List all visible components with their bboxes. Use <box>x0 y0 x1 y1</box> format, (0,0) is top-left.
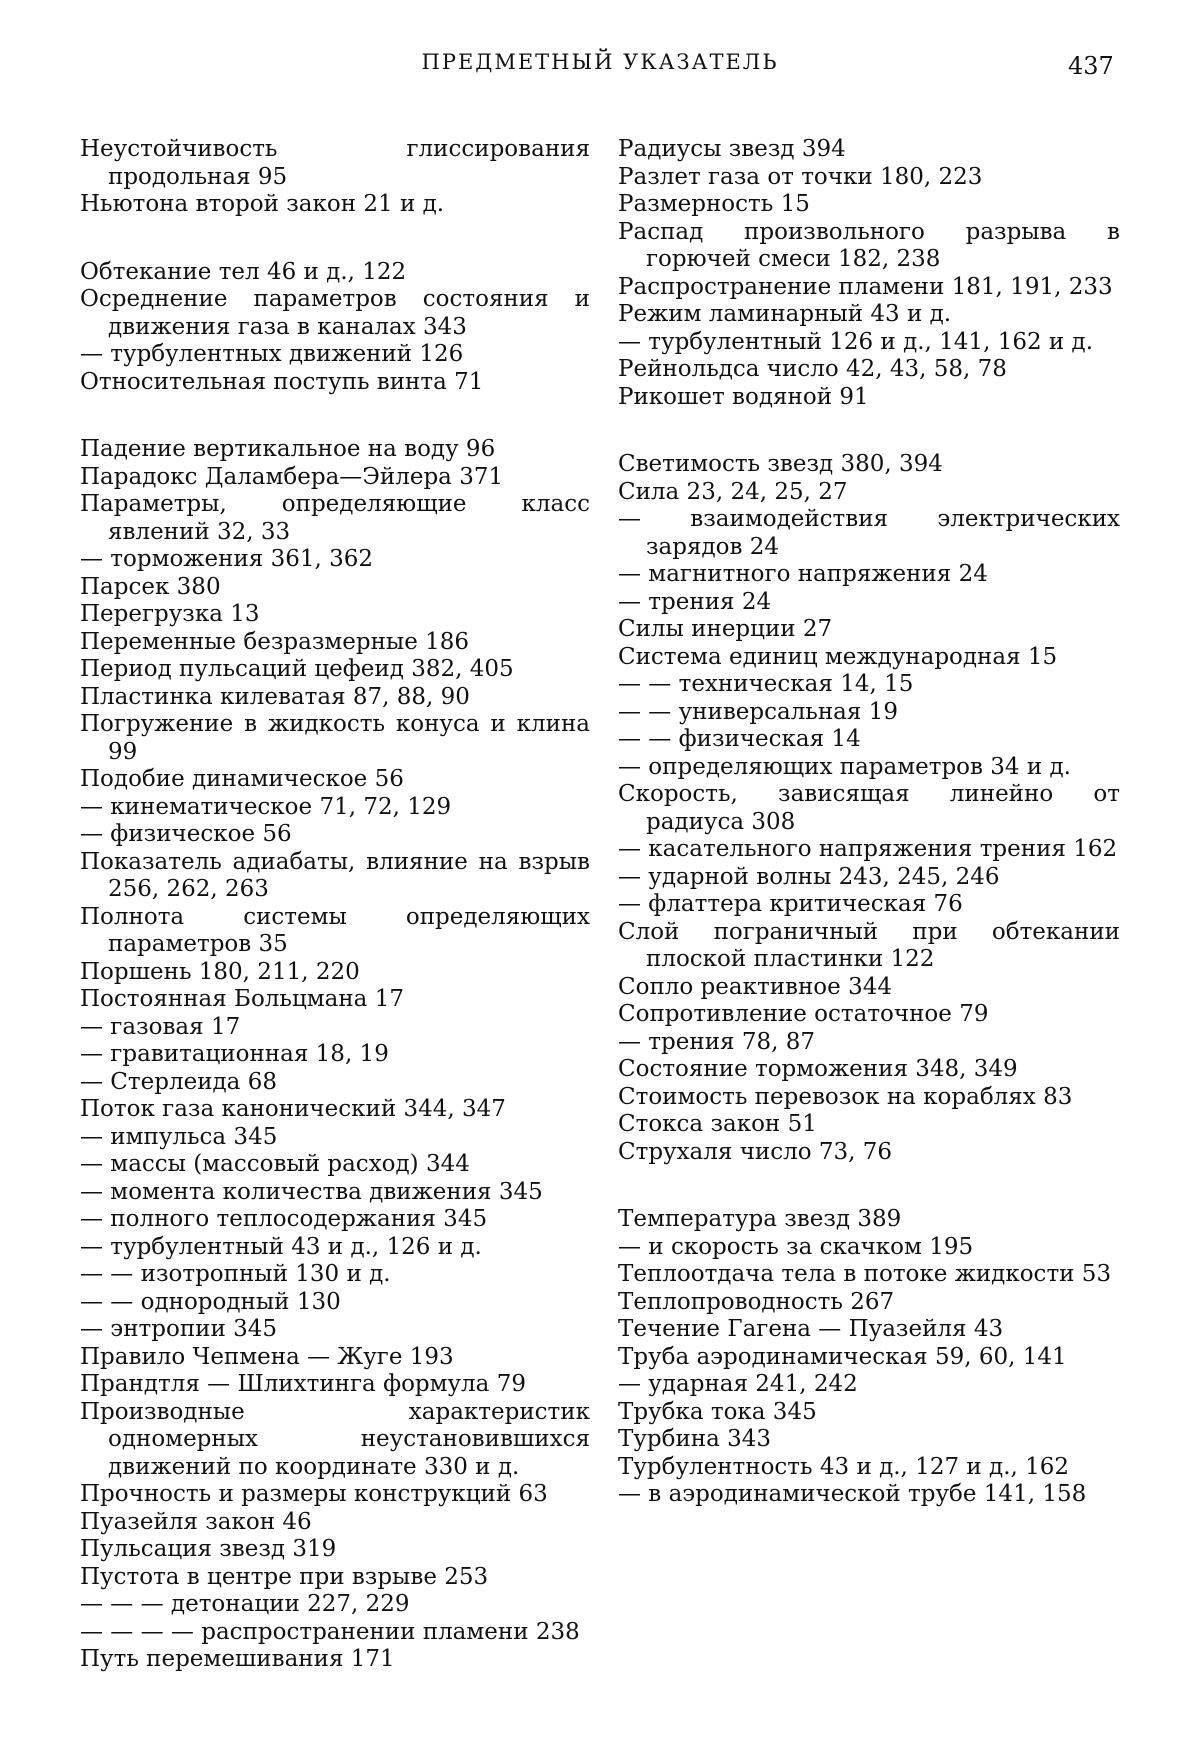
index-entry: Пуазейля закон 46 <box>80 1509 590 1537</box>
index-entry: — трения 78, 87 <box>618 1029 1120 1057</box>
index-entry: Турбулентность 43 и д., 127 и д., 162 <box>618 1454 1120 1482</box>
index-entry: — — физическая 14 <box>618 726 1120 754</box>
index-entry: Стокса закон 51 <box>618 1111 1120 1139</box>
index-entry: — — однородный 130 <box>80 1289 590 1317</box>
index-entry: Пульсация звезд 319 <box>80 1536 590 1564</box>
index-entry: Режим ламинарный 43 и д. <box>618 301 1120 329</box>
index-entry: Переменные безразмерные 186 <box>80 629 590 657</box>
index-entry: — торможения 361, 362 <box>80 546 590 574</box>
index-entry: Парсек 380 <box>80 574 590 602</box>
index-entry: Рейнольдса число 42, 43, 58, 78 <box>618 356 1120 384</box>
index-entry: Течение Гагена — Пуазейля 43 <box>618 1316 1120 1344</box>
index-entry: Слой пограничный при обтекании плоской пластинки 122 <box>618 919 1120 974</box>
index-entry: — Стерлеида 68 <box>80 1069 590 1097</box>
index-entry: Правило Чепмена — Жуге 193 <box>80 1344 590 1372</box>
index-entry: — в аэродинамической трубе 141, 158 <box>618 1481 1120 1509</box>
index-entry: — турбулентных движений 126 <box>80 341 590 369</box>
index-entry: Прандтля — Шлихтинга формула 79 <box>80 1371 590 1399</box>
index-entry: Пластинка килеватая 87, 88, 90 <box>80 684 590 712</box>
index-entry: Параметры, определяющие класс явлений 32, 33 <box>80 491 590 546</box>
index-entry: Сопротивление остаточное 79 <box>618 1001 1120 1029</box>
index-column-left <box>80 136 590 1674</box>
index-entry: Осреднение параметров состояния и движения газа в каналах 343 <box>80 286 590 341</box>
index-entry: Распад произвольного разрыва в горючей смеси 182, 238 <box>618 219 1120 274</box>
index-entry: Перегрузка 13 <box>80 601 590 629</box>
index-entry: — импульса 345 <box>80 1124 590 1152</box>
index-entry: Подобие динамическое 56 <box>80 766 590 794</box>
index-entry: Производные характеристик одномерных неустановившихся движений по координате 330 и д. <box>80 1399 590 1482</box>
index-entry: Распространение пламени 181, 191, 233 <box>618 274 1120 302</box>
letter-group-gap <box>618 411 1120 451</box>
index-entry: Труба аэродинамическая 59, 60, 141 <box>618 1344 1120 1372</box>
index-entry: — энтропии 345 <box>80 1316 590 1344</box>
index-entry: — момента количества движения 345 <box>80 1179 590 1207</box>
letter-group-gap <box>80 219 590 259</box>
index-entry: — массы (массовый расход) 344 <box>80 1151 590 1179</box>
index-entry: — физическое 56 <box>80 821 590 849</box>
index-entry: — — — детонации 227, 229 <box>80 1591 590 1619</box>
index-entry: Струхаля число 73, 76 <box>618 1139 1120 1167</box>
index-entry: Сопло реактивное 344 <box>618 974 1120 1002</box>
index-entry: Сила 23, 24, 25, 27 <box>618 479 1120 507</box>
index-entry: Стоимость перевозок на кораблях 83 <box>618 1084 1120 1112</box>
index-entry: — и скорость за скачком 195 <box>618 1234 1120 1262</box>
index-entry: — гравитационная 18, 19 <box>80 1041 590 1069</box>
index-entry: Теплоотдача тела в потоке жидкости 53 <box>618 1261 1120 1289</box>
index-entry: Температура звезд 389 <box>618 1206 1120 1234</box>
index-entry: — ударной волны 243, 245, 246 <box>618 864 1120 892</box>
index-entry: Прочность и размеры конструкций 63 <box>80 1481 590 1509</box>
letter-group-gap <box>618 1166 1120 1206</box>
index-entry: — — изотропный 130 и д. <box>80 1261 590 1289</box>
index-entry: Период пульсаций цефеид 382, 405 <box>80 656 590 684</box>
index-entry: Путь перемешивания 171 <box>80 1646 590 1674</box>
index-entry: Рикошет водяной 91 <box>618 384 1120 412</box>
index-entry: Турбина 343 <box>618 1426 1120 1454</box>
index-entry: — трения 24 <box>618 589 1120 617</box>
index-entry: — кинематическое 71, 72, 129 <box>80 794 590 822</box>
index-entry: Трубка тока 345 <box>618 1399 1120 1427</box>
index-entry: — взаимодействия электрических зарядов 24 <box>618 506 1120 561</box>
page-number: 437 <box>1068 52 1114 80</box>
index-entry: Силы инерции 27 <box>618 616 1120 644</box>
index-entry: Падение вертикальное на воду 96 <box>80 436 590 464</box>
index-entry: — турбулентный 126 и д., 141, 162 и д. <box>618 329 1120 357</box>
index-entry: Скорость, зависящая линейно от радиуса 308 <box>618 781 1120 836</box>
index-entry: — определяющих параметров 34 и д. <box>618 754 1120 782</box>
index-entry: — касательного напряжения трения 162 <box>618 836 1120 864</box>
index-entry: Постоянная Больцмана 17 <box>80 986 590 1014</box>
index-entry: Радиусы звезд 394 <box>618 136 1120 164</box>
index-entry: — — универсальная 19 <box>618 699 1120 727</box>
index-entry: — — — — распространении пламени 238 <box>80 1619 590 1647</box>
book-page <box>0 0 1200 1754</box>
index-entry: Погружение в жидкость конуса и клина 99 <box>80 711 590 766</box>
running-title: ПРЕДМЕТНЫЙ УКАЗАТЕЛЬ <box>380 50 820 74</box>
index-entry: Светимость звезд 380, 394 <box>618 451 1120 479</box>
index-entry: Обтекание тел 46 и д., 122 <box>80 259 590 287</box>
index-entry: Разлет газа от точки 180, 223 <box>618 164 1120 192</box>
index-entry: Размерность 15 <box>618 191 1120 219</box>
index-entry: Пустота в центре при взрыве 253 <box>80 1564 590 1592</box>
index-entry: Поршень 180, 211, 220 <box>80 959 590 987</box>
index-entry: Поток газа канонический 344, 347 <box>80 1096 590 1124</box>
index-column-right <box>618 136 1120 1509</box>
letter-group-gap <box>80 396 590 436</box>
index-entry: — полного теплосодержания 345 <box>80 1206 590 1234</box>
index-entry: — — техническая 14, 15 <box>618 671 1120 699</box>
index-entry: — турбулентный 43 и д., 126 и д. <box>80 1234 590 1262</box>
index-entry: — ударная 241, 242 <box>618 1371 1120 1399</box>
index-entry: Теплопроводность 267 <box>618 1289 1120 1317</box>
index-entry: — газовая 17 <box>80 1014 590 1042</box>
index-entry: Показатель адиабаты, влияние на взрыв 256, 262, 263 <box>80 849 590 904</box>
index-entry: — магнитного напряжения 24 <box>618 561 1120 589</box>
index-entry: Система единиц международная 15 <box>618 644 1120 672</box>
index-entry: Ньютона второй закон 21 и д. <box>80 191 590 219</box>
index-entry: Неустойчивость глиссирования продольная 95 <box>80 136 590 191</box>
index-entry: Парадокс Даламбера—Эйлера 371 <box>80 464 590 492</box>
index-entry: Состояние торможения 348, 349 <box>618 1056 1120 1084</box>
index-entry: Полнота системы определяющих параметров 35 <box>80 904 590 959</box>
index-entry: — флаттера критическая 76 <box>618 891 1120 919</box>
index-entry: Относительная поступь винта 71 <box>80 369 590 397</box>
